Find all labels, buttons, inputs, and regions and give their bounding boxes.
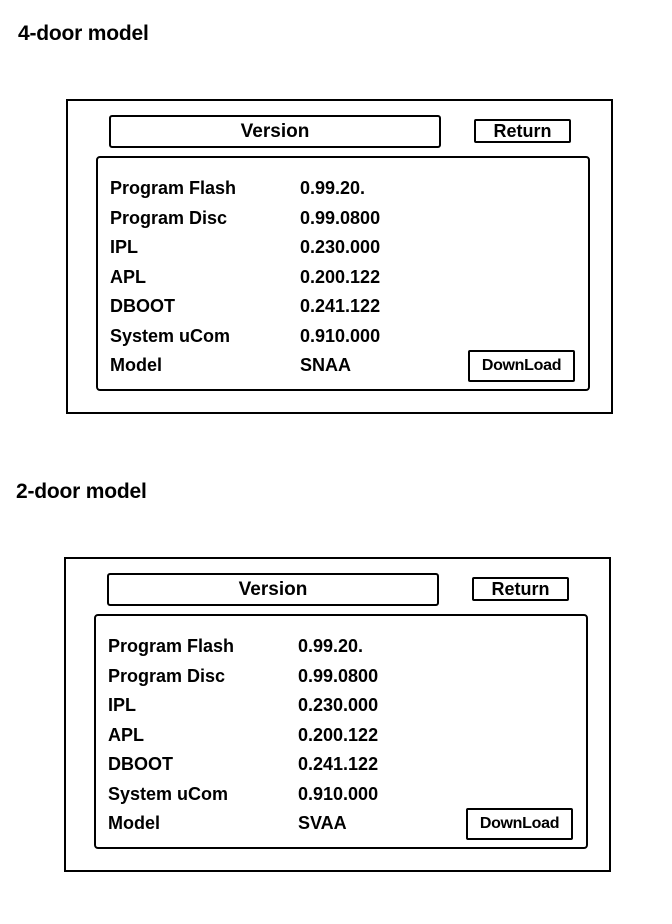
row-label: System uCom	[110, 325, 231, 346]
row-value: 0.910.000	[298, 783, 379, 804]
row-dboot	[108, 750, 418, 780]
version-panel-4-door	[66, 99, 613, 414]
row-value: 0.910.000	[300, 325, 381, 346]
version-info-box	[96, 156, 590, 391]
row-system-ucom	[110, 322, 420, 352]
row-system-ucom	[108, 780, 418, 810]
row-label: Program Flash	[110, 178, 237, 199]
row-label: APL	[110, 266, 146, 287]
download-button[interactable]: DownLoad	[468, 350, 575, 382]
row-label: IPL	[110, 237, 139, 258]
row-value: 0.230.000	[300, 237, 381, 258]
row-label: DBOOT	[108, 754, 173, 775]
row-ipl	[108, 691, 418, 721]
return-button[interactable]: Return	[474, 119, 571, 143]
row-label: Model	[108, 813, 160, 834]
row-value: 0.99.20.	[298, 636, 364, 657]
version-panel-2-door	[64, 557, 611, 872]
row-value: 0.99.20.	[300, 178, 366, 199]
version-title-bar	[107, 573, 439, 606]
row-value: 0.200.122	[300, 266, 381, 287]
row-label: APL	[108, 724, 144, 745]
return-button[interactable]: Return	[472, 577, 569, 601]
row-apl	[110, 263, 420, 293]
row-model	[108, 809, 418, 839]
row-value: 0.241.122	[300, 296, 381, 317]
row-value: 0.200.122	[298, 724, 379, 745]
download-button[interactable]: DownLoad	[466, 808, 573, 840]
row-value: 0.99.0800	[300, 207, 381, 228]
row-label: System uCom	[108, 783, 229, 804]
row-dboot	[110, 292, 420, 322]
row-label: Program Disc	[110, 207, 228, 228]
row-value: SNAA	[300, 355, 352, 376]
row-program-flash	[110, 174, 420, 204]
version-rows	[110, 174, 420, 381]
row-label: Model	[110, 355, 162, 376]
row-program-disc	[108, 662, 418, 692]
row-label: Program Flash	[108, 636, 235, 657]
section-heading-4-door: 4-door model	[18, 22, 149, 45]
version-title: Version	[240, 120, 310, 142]
row-program-disc	[110, 204, 420, 234]
row-value: SVAA	[298, 813, 347, 834]
version-rows	[108, 632, 418, 839]
row-program-flash	[108, 632, 418, 662]
row-value: 0.99.0800	[298, 665, 379, 686]
row-ipl	[110, 233, 420, 263]
row-label: DBOOT	[110, 296, 175, 317]
row-label: Program Disc	[108, 665, 226, 686]
row-value: 0.241.122	[298, 754, 379, 775]
version-title: Version	[238, 578, 308, 600]
version-title-bar	[109, 115, 441, 148]
row-value: 0.230.000	[298, 695, 379, 716]
row-apl	[108, 721, 418, 751]
row-label: IPL	[108, 695, 137, 716]
version-info-box	[94, 614, 588, 849]
section-heading-2-door: 2-door model	[16, 480, 147, 503]
row-model	[110, 351, 420, 381]
